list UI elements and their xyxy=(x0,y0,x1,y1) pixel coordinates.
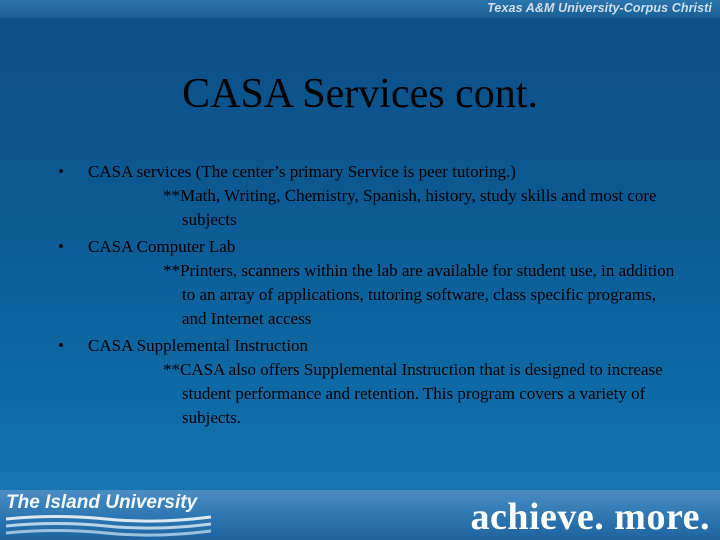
bullet-dot-icon: • xyxy=(58,162,64,181)
header-bar xyxy=(0,0,720,18)
bullet-text: CASA Computer Lab xyxy=(88,237,236,256)
bullet-dot-icon: • xyxy=(58,336,64,355)
bullet-dot-icon: • xyxy=(58,237,64,256)
island-university-logo xyxy=(6,490,216,540)
bullet-item xyxy=(58,160,678,232)
bullet-detail: **CASA also offers Supplemental Instruction that is designed to increase student performance and retention. This program covers a variety of subjects. xyxy=(163,360,663,427)
bullet-list xyxy=(58,160,678,433)
footer-bar xyxy=(0,490,720,540)
tagline: achieve. more. xyxy=(470,496,710,538)
bullet-detail: **Printers, scanners within the lab are available for student use, in addition to an array of applications, tutoring software, class specific programs, and Internet access xyxy=(163,261,675,328)
bullet-text: CASA Supplemental Instruction xyxy=(88,336,309,355)
bullet-item xyxy=(58,235,678,331)
bullet-item xyxy=(58,334,678,430)
slide-title: CASA Services cont. xyxy=(182,71,538,117)
bullet-text: CASA services (The center’s primary Service is peer tutoring.) xyxy=(88,162,516,181)
institution-name: Texas A&M University-Corpus Christi xyxy=(487,1,712,15)
wave-lines-icon xyxy=(6,514,211,538)
bullet-detail: **Math, Writing, Chemistry, Spanish, history, study skills and most core subjects xyxy=(163,186,657,229)
logo-text: The Island University xyxy=(6,492,198,513)
